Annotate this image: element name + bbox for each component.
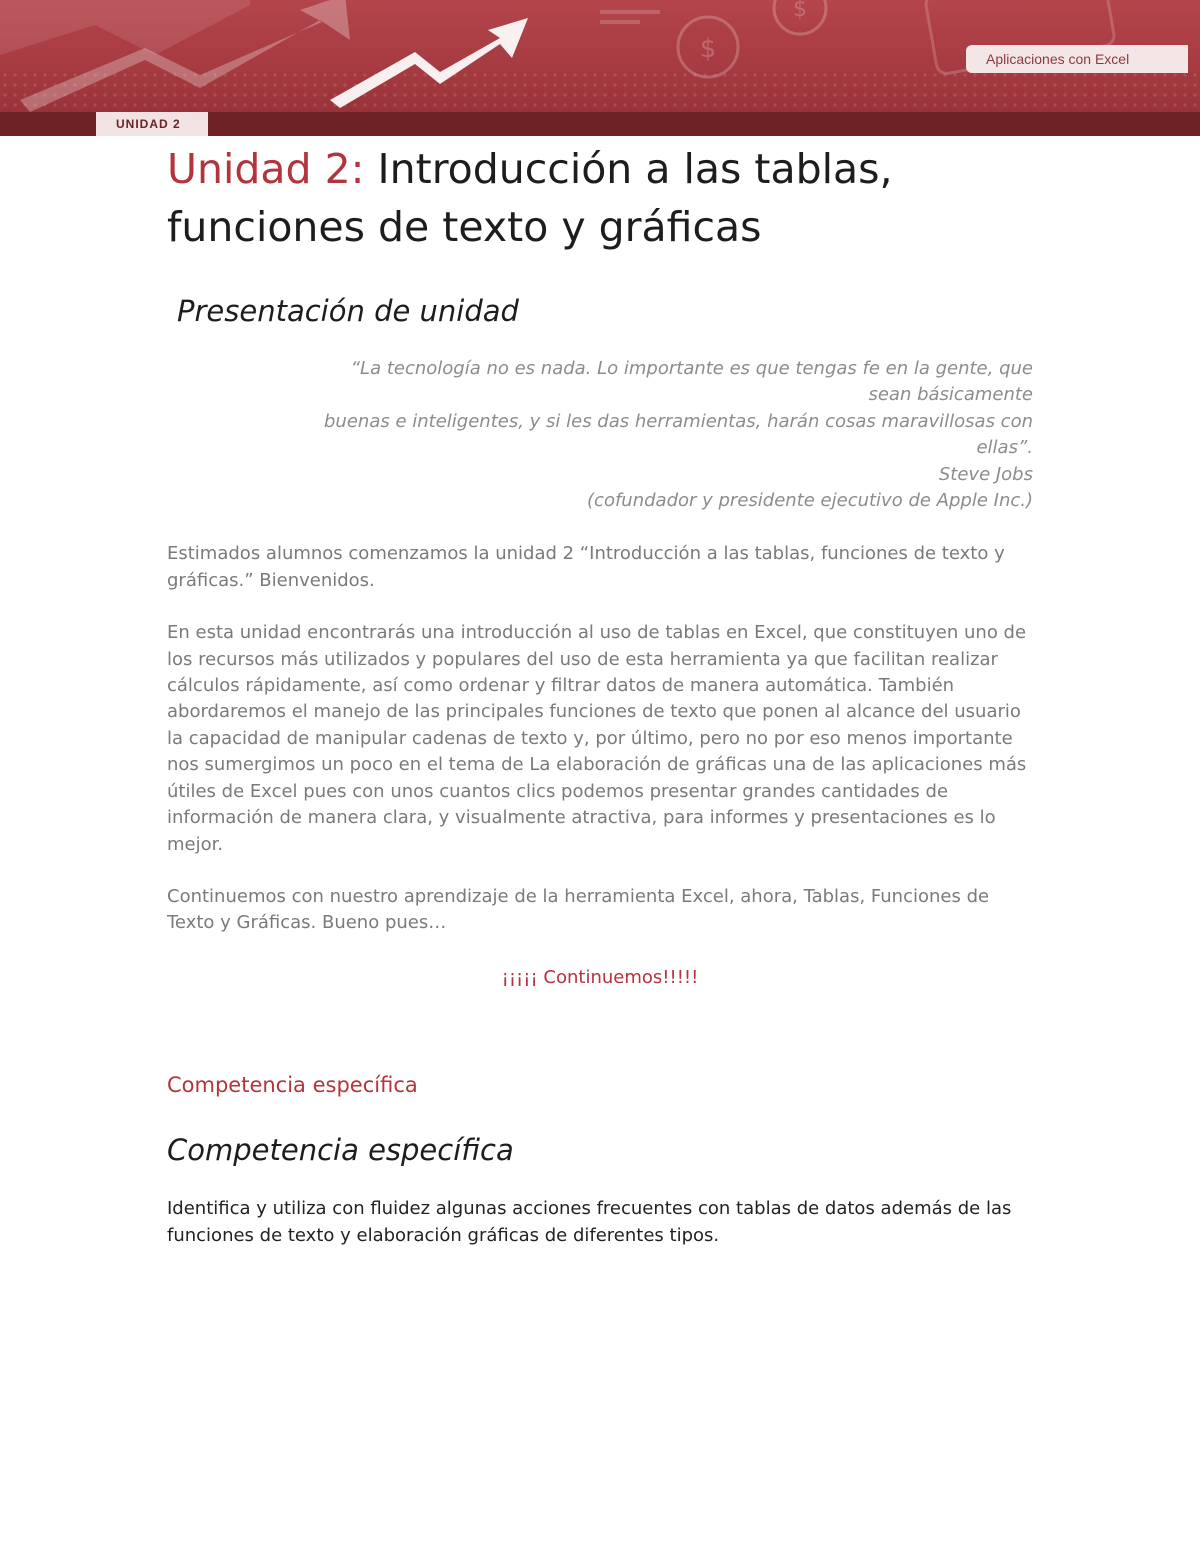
quote-author-role: (cofundador y presidente ejecutivo de Apple Inc.) [587, 490, 1033, 512]
competence-heading: Competencia específica [167, 1133, 514, 1168]
quote-block [167, 356, 1033, 514]
unit-tab: UNIDAD 2 [96, 112, 208, 136]
continue-paragraph: Continuemos con nuestro aprendizaje de la herramienta Excel, ahora, Tablas, Funciones de Texto y Gráficas. Bueno pues… [167, 885, 990, 934]
presentation-heading: Presentación de unidad [177, 294, 519, 328]
competence-text: Identifica y utiliza con fluidez algunas acciones frecuentes con tablas de datos además de las funciones de texto y elaboración gráficas de diferentes tipos. [167, 1198, 1012, 1246]
competence-label: Competencia específica [167, 1073, 418, 1098]
unit-title-line1: Introducción a las tablas, [377, 145, 893, 193]
quote-line: ellas”. [976, 437, 1033, 459]
unit-title-line2: funciones de texto y gráficas [167, 203, 762, 251]
quote-author: Steve Jobs [938, 463, 1033, 485]
svg-text:$: $ [699, 34, 717, 64]
closing-exclamation: ¡¡¡¡¡ Continuemos!!!!! [501, 966, 699, 988]
unit-title-prefix: Unidad 2: [167, 145, 365, 193]
intro-paragraph: Estimados alumnos comenzamos la unidad 2 “Introducción a las tablas, funciones de texto y gráficas.” Bienvenidos. [167, 543, 1005, 591]
unit-title [167, 140, 1033, 256]
document-body [167, 140, 1033, 1249]
header-banner [0, 0, 1200, 112]
quote-line: “La tecnología no es nada. Lo importante es que tengas fe en la gente, que [350, 358, 1033, 379]
app-name-badge: Aplicaciones con Excel [966, 45, 1188, 73]
quote-line: buenas e inteligentes, y si les das herramientas, harán cosas maravillosas con [324, 410, 1033, 432]
description-paragraph: En esta unidad encontrarás una introducción al uso de tablas en Excel, que constituyen uno de los recursos más utilizados y populares del uso de esta herramienta ya que facilitan realizar cálculos rápidamente, así como ordenar y filtrar datos de manera automática. También abordaremos el manejo de las principales funciones de texto que ponen al alcance del usuario la capacidad de manipular cadenas de texto y, por último, pero no por eso menos importante nos sumergimos un poco en el tema de La elaboración de gráficas una de las aplicaciones más útiles de Excel pues con unos cuantos clics podemos presentar grandes cantidades de información de manera clara, y visualmente atractiva, para informes y presentaciones es lo mejor. [167, 622, 1027, 855]
svg-text:$: $ [793, 0, 807, 22]
dollar-coin-icon [678, 0, 826, 77]
quote-line: sean básicamente [868, 384, 1033, 406]
